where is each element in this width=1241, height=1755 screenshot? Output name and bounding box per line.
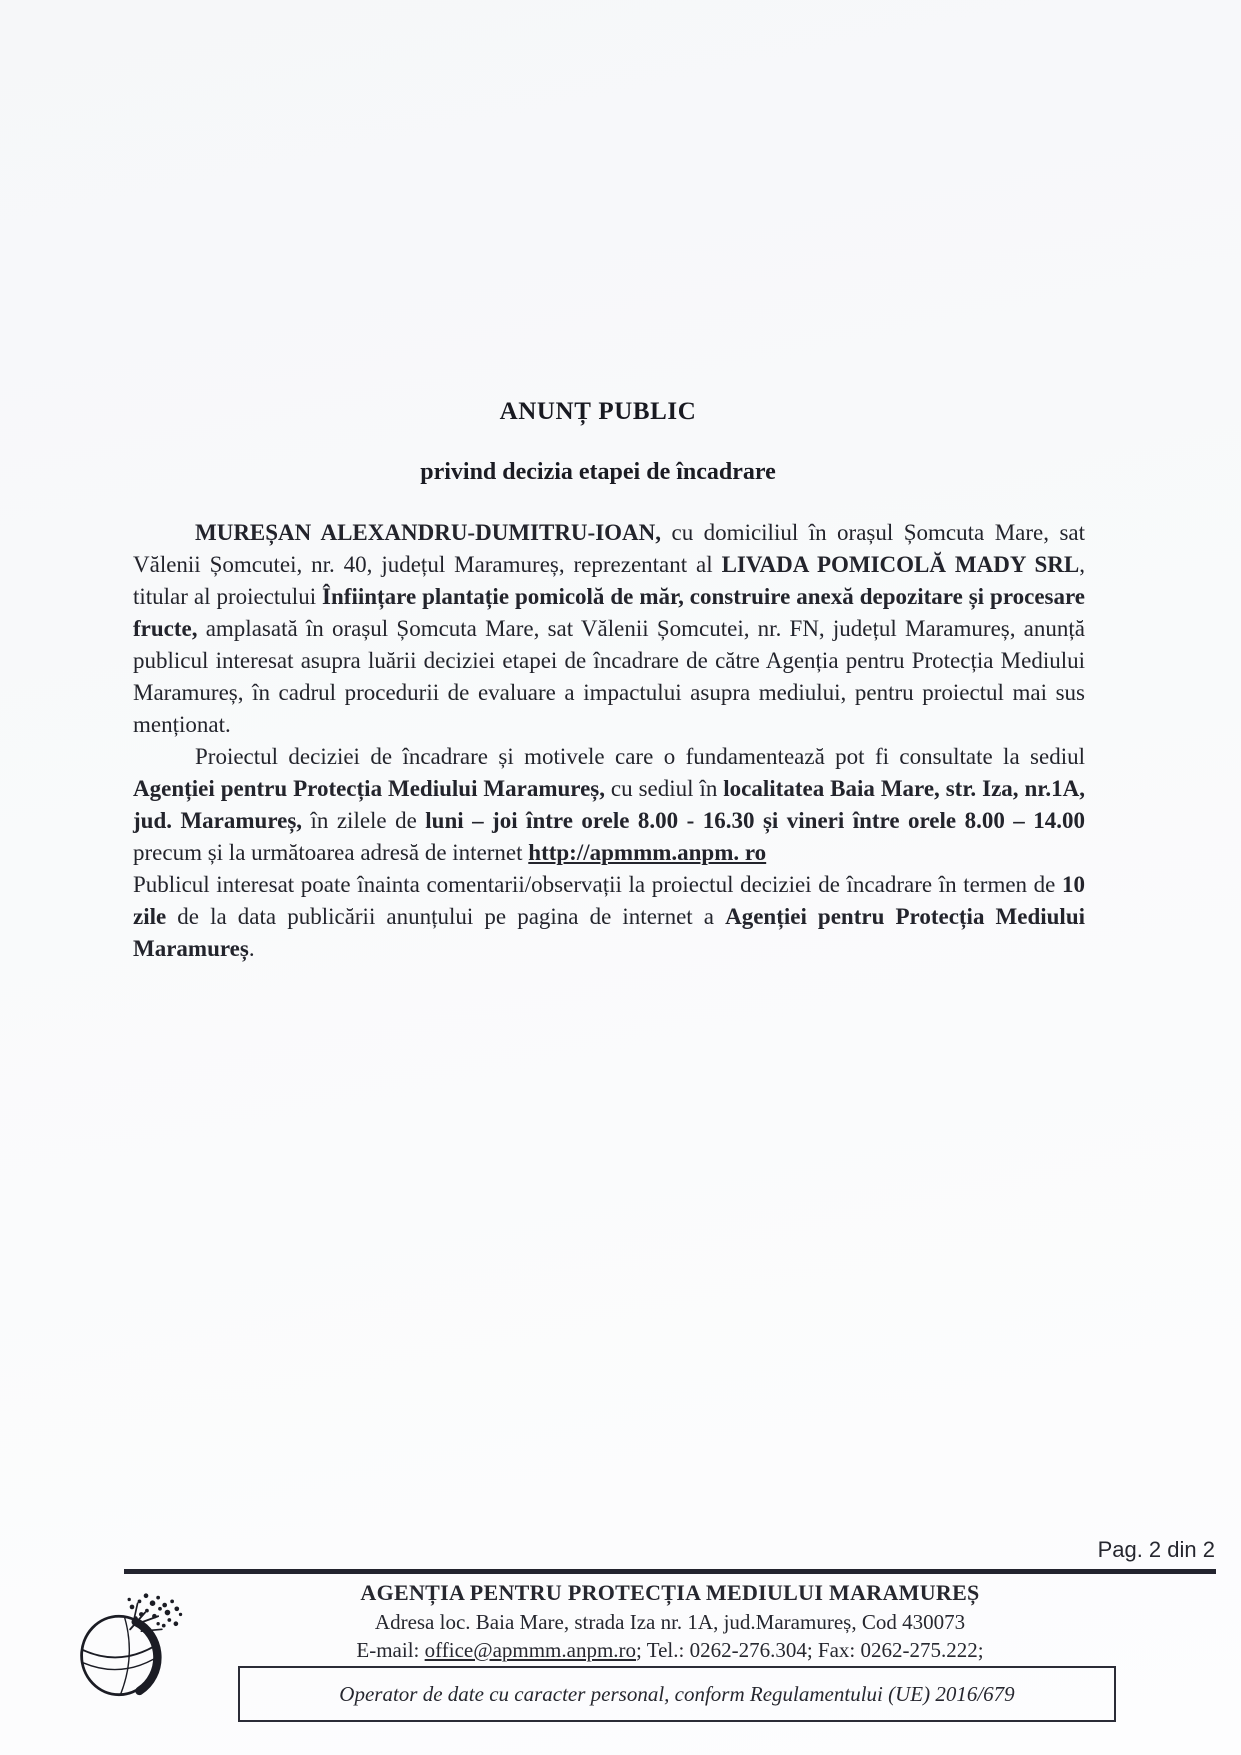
footer-agency-name: AGENȚIA PENTRU PROTECȚIA MEDIULUI MARAMUREȘ bbox=[360, 1580, 980, 1605]
body-text: Publicul interesat poate înainta comentarii/observații la proiectul deciziei de încadrare în termen de bbox=[133, 872, 1062, 897]
body-text: de la data publicării anunțului pe pagina de internet a bbox=[166, 904, 726, 929]
globe-tree-logo-icon bbox=[76, 1582, 188, 1714]
footer-divider bbox=[124, 1569, 1216, 1574]
agency-name-inline: Agenției pentru Protecția Mediului Maramureș bbox=[133, 904, 1086, 961]
announcement-body bbox=[133, 517, 1085, 965]
applicant-name: MUREȘAN ALEXANDRU-DUMITRU-IOAN, bbox=[195, 520, 662, 545]
body-text: precum și la următoarea adresă de internet bbox=[133, 840, 529, 865]
paragraph-consultation bbox=[133, 741, 1085, 869]
body-text: în zilele de bbox=[302, 808, 426, 833]
paragraph-comments bbox=[133, 869, 1085, 965]
footer-address: Adresa loc. Baia Mare, strada Iza nr. 1A, jud.Maramureș, Cod 430073 bbox=[374, 1610, 966, 1634]
email-label: E-mail: bbox=[356, 1638, 425, 1662]
body-text: . bbox=[248, 936, 255, 961]
page-title: ANUNȚ PUBLIC bbox=[499, 398, 697, 425]
body-text: amplasată în orașul Șomcuta Mare, sat Vălenii Șomcutei, nr. FN, județul Maramureș, anunță publicul interesat asupra luării deciziei etapei de încadrare de către Agenția pentru Protecția Mediului Maramureș, în cadrul procedurii de evaluare a impactului asupra mediului, pentru proiectul mai sus menționat. bbox=[133, 616, 1085, 737]
gdpr-notice-text: Operator de date cu caracter personal, conform Regulamentului (UE) 2016/679 bbox=[339, 1681, 1015, 1706]
body-text: Proiectul deciziei de încadrare și motivele care o fundamentează pot fi consultate la sediul bbox=[195, 744, 1085, 769]
phone-fax-text: ; Tel.: 0262-276.304; Fax: 0262-275.222; bbox=[636, 1638, 984, 1662]
agency-address-inline: localitatea Baia Mare, str. Iza, nr.1A, jud. Maramureș, bbox=[133, 776, 1085, 833]
footer-info bbox=[300, 1580, 1040, 1663]
paragraph-applicant bbox=[133, 517, 1085, 741]
gdpr-notice-box bbox=[238, 1666, 1116, 1722]
company-name: LIVADA POMICOLĂ MADY SRL bbox=[721, 552, 1080, 577]
email-link[interactable]: office@apmmm.anpm.ro bbox=[424, 1638, 637, 1662]
project-title: Înființare plantație pomicolă de măr, construire anexă depozitare și procesare fructe, bbox=[133, 584, 1085, 641]
page-subtitle: privind decizia etapei de încadrare bbox=[420, 459, 776, 485]
page-number: Pag. 2 din 2 bbox=[1097, 1537, 1215, 1562]
agency-website-link[interactable]: http://apmmm.anpm. ro bbox=[528, 840, 767, 865]
footer-contact bbox=[300, 1638, 1040, 1663]
deadline-days: 10 zile bbox=[133, 872, 1085, 929]
agency-name-inline: Agenției pentru Protecția Mediului Maramureș, bbox=[133, 776, 605, 801]
body-text: cu domiciliul în orașul Șomcuta Mare, sat Vălenii Șomcutei, nr. 40, județul Maramureș, reprezentant al bbox=[133, 520, 1086, 577]
body-text: cu sediul în bbox=[604, 776, 724, 801]
office-hours: luni – joi între orele 8.00 - 16.30 și vineri între orele 8.00 – 14.00 bbox=[425, 808, 1085, 833]
body-text: , titular al proiectului bbox=[133, 552, 1085, 609]
agency-logo bbox=[76, 1582, 188, 1714]
